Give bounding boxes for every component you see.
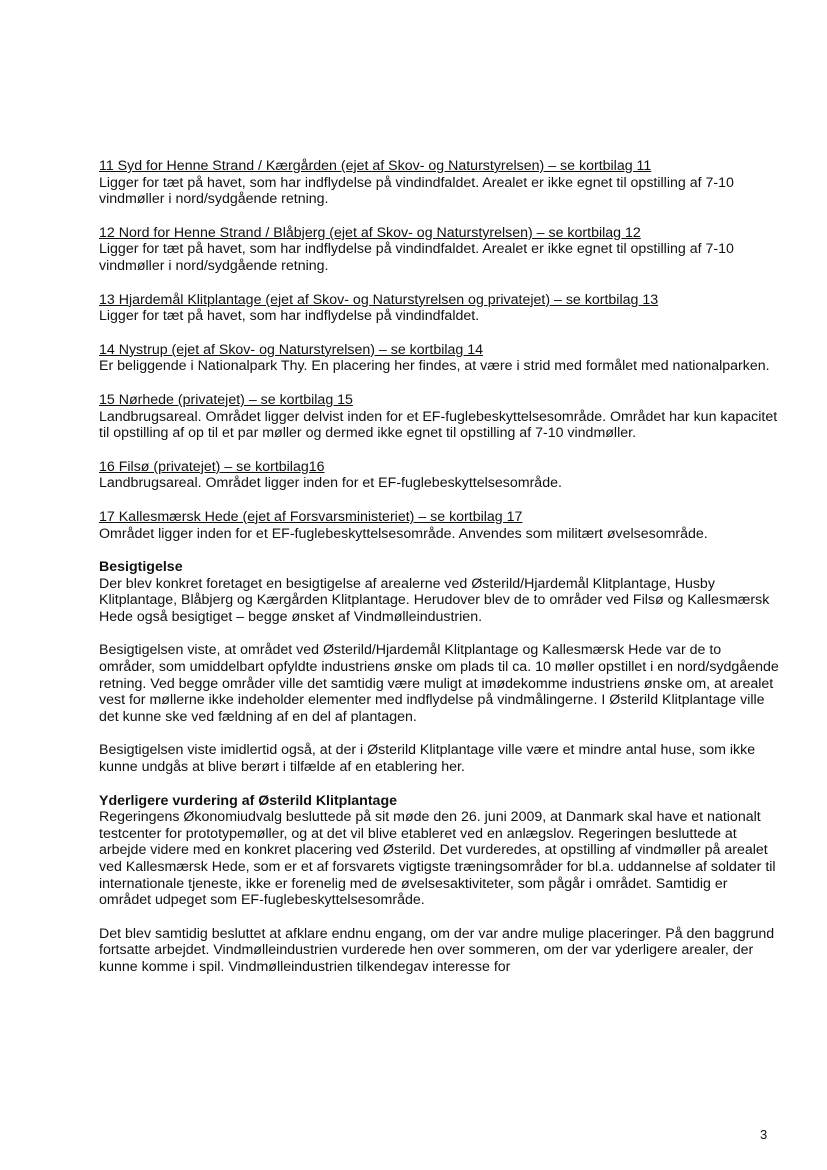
- entry-text: Er beliggende i Nationalpark Thy. En placering her findes, at være i strid med formålet med nationalparken.: [99, 358, 770, 375]
- entry-heading: 13 Hjardemål Klitplantage (ejet af Skov- og Naturstyrelsen og privatejet) – se kortbilag 13: [99, 291, 659, 308]
- section-heading: Yderligere vurdering af Østerild Klitplantage: [99, 792, 398, 809]
- entry-text: Ligger for tæt på havet, som har indflydelse på vindindfaldet. Arealet er ikke egnet til opstilling af 7-10 vindmøller i nord/sydgående retning.: [99, 241, 734, 274]
- paragraph: Regeringens Økonomiudvalg besluttede på sit møde den 26. juni 2009, at Danmark skal have et nationalt testcenter for prototypemøller, og at det vil blive etableret ved en anlægslov. Regeringen besluttede at arbejde videre med en konkret placering ved Østerild. Det vurderedes, at opstilling af vindmøller på arealet ved Kallesmærsk Hede, som er et af forsvarets vigtigste træningsområder for bl.a. uddannelse af soldater til internationale tjeneste, ikke er forenelig med de øvelsesaktiviteter, som pågår i området. Samtidig er området udpeget som EF-fuglebeskyttelsesområde.: [99, 809, 776, 909]
- entry-text: Landbrugsareal. Området ligger inden for et EF-fuglebeskyttelsesområde.: [99, 475, 562, 492]
- entry-heading: 16 Filsø (privatejet) – se kortbilag16: [99, 458, 325, 475]
- entry-text: Ligger for tæt på havet, som har indflydelse på vindindfaldet. Arealet er ikke egnet til opstilling af 7-10 vindmøller i nord/sydgående retning.: [99, 174, 734, 208]
- entry-16: [99, 459, 779, 492]
- entry-heading: 17 Kallesmærsk Hede (ejet af Forsvarsministeriet) – se kortbilag 17: [99, 508, 523, 525]
- entry-heading: 14 Nystrup (ejet af Skov- og Naturstyrelsen) – se kortbilag 14: [99, 341, 484, 358]
- paragraph: Besigtigelsen viste imidlertid også, at der i Østerild Klitplantage ville være et mindre antal huse, som ikke kunne undgås at blive berørt i tilfælde af en etablering her.: [99, 742, 756, 776]
- entry-text: Ligger for tæt på havet, som har indflydelse på vindindfaldet.: [99, 308, 480, 325]
- entry-heading: 11 Syd for Henne Strand / Kærgården (ejet af Skov- og Naturstyrelsen) – se kortbilag 11: [99, 158, 652, 174]
- entry-15: [99, 392, 779, 442]
- entry-heading: 15 Nørhede (privatejet) – se kortbilag 15: [99, 391, 353, 408]
- page-number: 3: [760, 1127, 768, 1142]
- entry-17: [99, 509, 779, 542]
- entry-heading: 12 Nord for Henne Strand / Blåbjerg (ejet af Skov- og Naturstyrelsen) – se kortbilag 12: [99, 224, 641, 241]
- entry-text: Landbrugsareal. Området ligger delvist inden for et EF-fuglebeskyttelsesområde. Området har kun kapacitet til opstilling af op til et par møller og dermed ikke egnet til opstilling af 7-10 vindmøller.: [99, 408, 778, 442]
- paragraph: Der blev konkret foretaget en besigtigelse af arealerne ved Østerild/Hjardemål Klitplantage, Husby Klitplantage, Blåbjerg og Kærgården Klitplantage. Herudover blev de to områder ved Filsø og Kallesmærsk Hede også besigtiget – begge ønsket af Vindmølleindustrien.: [99, 575, 770, 625]
- entry-text: Området ligger inden for et EF-fuglebeskyttelsesområde. Anvendes som militært øvelsesområde.: [99, 525, 708, 542]
- paragraph: Det blev samtidig besluttet at afklare endnu engang, om der var andre mulige placeringer. På den baggrund fortsatte arbejdet. Vindmølleindustrien vurderede hen over sommeren, om der var yderligere arealer, der kunne komme i spil. Vindmølleindustrien tilkendegav interesse for: [99, 925, 775, 975]
- entry-11: [99, 158, 779, 208]
- entry-14: [99, 342, 779, 375]
- document-page: [99, 158, 779, 993]
- yderligere-section: [99, 793, 779, 976]
- entry-12: [99, 225, 779, 275]
- paragraph: Besigtigelsen viste, at området ved Østerild/Hjardemål Klitplantage og Kallesmærsk Hede var de to områder, som umiddelbart opfyldte industriens ønske om plads til ca. 10 møller opstillet i en nord/sydgående retning. Ved begge områder ville det samtidig være muligt at imødekomme industriens ønske om, at arealet vest for møllerne ikke indeholder elementer med indflydelse på vindmålingerne. I Østerild Klitplantage ville det kunne ske ved fældning af en del af plantagen.: [99, 642, 779, 725]
- section-heading: Besigtigelse: [99, 559, 183, 576]
- entry-13: [99, 292, 779, 325]
- besigtigelse-section: [99, 559, 779, 776]
